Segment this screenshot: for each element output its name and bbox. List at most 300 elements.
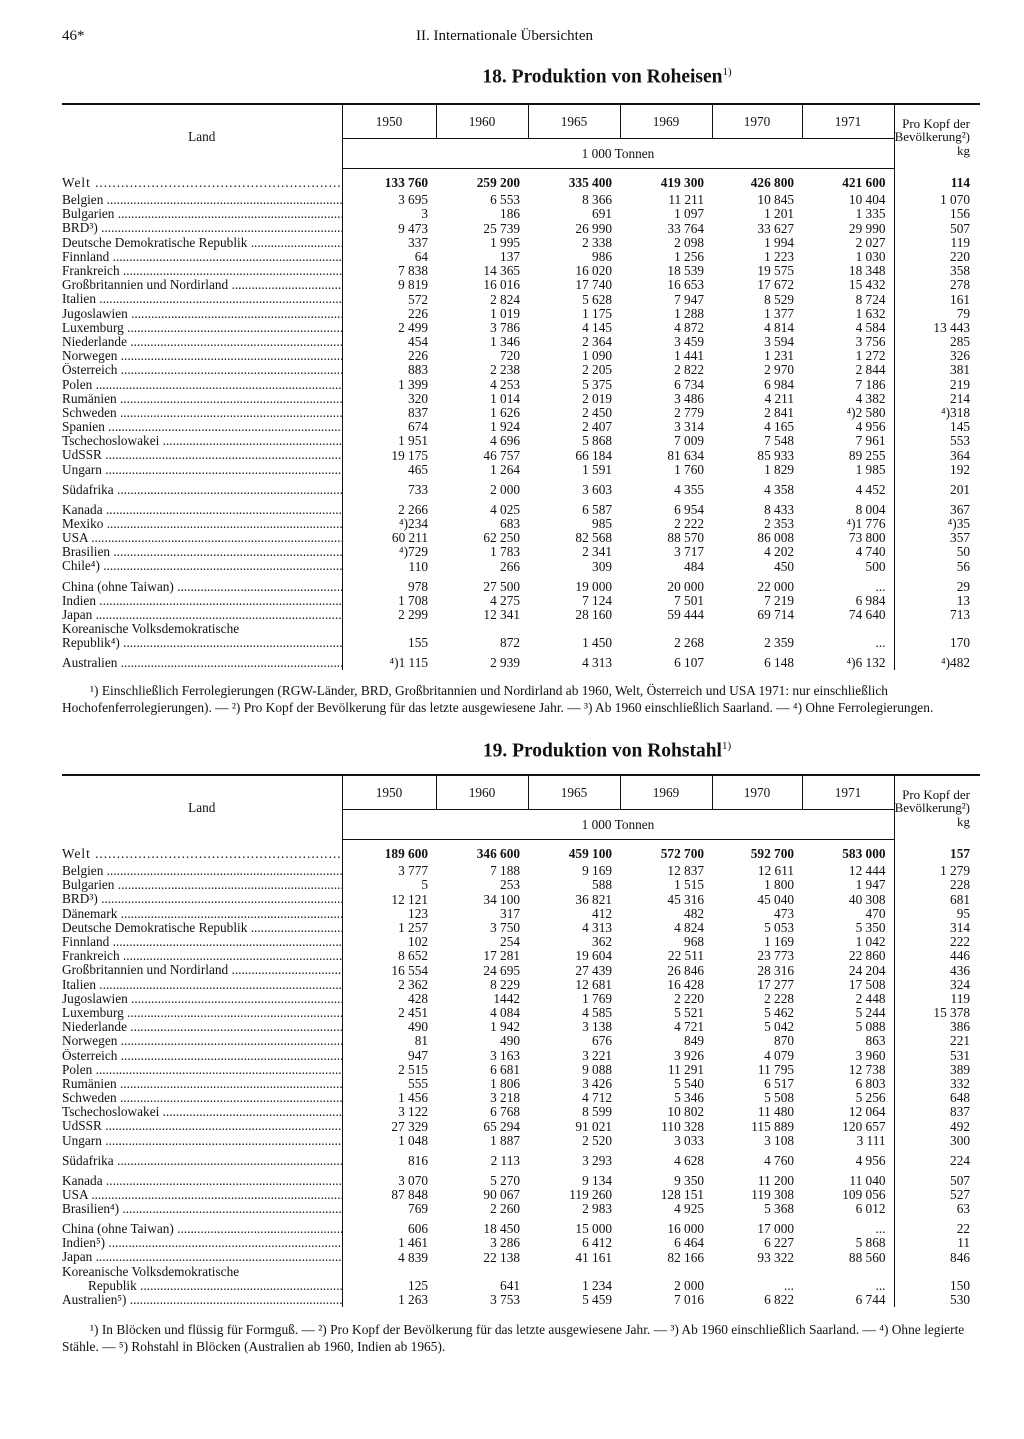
value-cell: ... <box>875 1221 886 1237</box>
value-cell: 470 <box>865 906 886 921</box>
value-cell: 22 138 <box>483 1250 520 1265</box>
value-cell: 1 335 <box>855 207 886 222</box>
table-row <box>62 221 980 235</box>
country-cell <box>62 559 342 573</box>
table-row <box>62 1034 980 1048</box>
value-cell: 28 160 <box>575 607 612 622</box>
value-cell: 2 266 <box>398 501 428 517</box>
value-cell: 34 100 <box>483 892 520 907</box>
country-name: Jugoslawien ..... <box>62 992 342 1006</box>
value-cell: 2 362 <box>398 977 428 992</box>
table-row <box>62 236 980 250</box>
per-capita-cell: 13 <box>894 594 980 608</box>
per-capita-cell: 381 <box>894 363 980 377</box>
table-row <box>62 1265 980 1293</box>
per-capita-cell: ⁴)318 <box>894 406 980 420</box>
table-row <box>62 545 980 559</box>
country-cell <box>62 377 342 391</box>
value-cell: 189 600 <box>384 846 428 861</box>
value-cell: 849 <box>684 1034 704 1049</box>
value-cell: 2 220 <box>674 991 704 1006</box>
value-cell: 3 033 <box>674 1133 704 1148</box>
country-cell <box>62 878 342 892</box>
country-name: Tschechoslowakei ..... <box>62 1105 342 1119</box>
per-capita-cell: 492 <box>894 1119 980 1133</box>
per-capita-cell: 170 <box>894 622 980 650</box>
table-row <box>62 1020 980 1034</box>
value-cell: 12 064 <box>848 1105 886 1120</box>
country-cell <box>62 1077 342 1091</box>
per-capita-cell: 1 279 <box>894 864 980 878</box>
year-header: 1970 <box>712 104 802 139</box>
country-cell <box>62 236 342 250</box>
value-cell: 5 042 <box>764 1020 794 1035</box>
value-cell: 88 560 <box>848 1250 886 1265</box>
value-cell: 1 019 <box>490 306 520 321</box>
value-cell: 5 088 <box>855 1020 886 1035</box>
value-cell: 1 231 <box>764 349 794 364</box>
value-cell: 5 521 <box>674 1005 704 1021</box>
table-row <box>62 559 980 573</box>
value-cell: 3 426 <box>582 1076 612 1091</box>
per-capita-cell: 278 <box>894 278 980 292</box>
value-cell: 317 <box>500 906 520 921</box>
table-row <box>62 949 980 963</box>
country-name: Australien ..... <box>62 656 342 670</box>
value-cell: 4 145 <box>582 320 612 335</box>
table18-title-text: 18. Produktion von Roheisen <box>482 66 723 88</box>
value-cell: 2 260 <box>490 1201 520 1217</box>
value-cell: 2 779 <box>674 405 704 420</box>
table-row <box>62 321 980 335</box>
value-cell: 6 768 <box>490 1105 520 1120</box>
value-cell: 7 188 <box>490 864 520 879</box>
country-name: Südafrika ..... <box>62 483 342 497</box>
country-name: Brasilien ..... <box>62 545 342 559</box>
value-cell: 123 <box>408 906 428 921</box>
country-name: Niederlande ..... <box>62 1020 342 1034</box>
value-cell: 4 079 <box>764 1048 794 1063</box>
country-cell <box>62 497 342 517</box>
value-cell: 12 121 <box>391 892 428 907</box>
country-cell <box>62 840 342 865</box>
value-cell: 4 824 <box>674 920 704 935</box>
value-cell: 1 450 <box>582 635 612 651</box>
value-cell: 10 802 <box>667 1105 704 1120</box>
country-name: Frankreich ..... <box>62 264 342 278</box>
per-capita-cell: 648 <box>894 1091 980 1105</box>
per-capita-cell: 1 070 <box>894 193 980 207</box>
country-cell <box>62 1148 342 1168</box>
table-row <box>62 1006 980 1020</box>
value-cell: 7 009 <box>674 434 704 449</box>
value-cell: 14 365 <box>483 263 520 279</box>
value-cell: 16 016 <box>483 278 520 293</box>
value-cell: 11 200 <box>757 1172 794 1188</box>
value-cell: 2 000 <box>490 481 520 497</box>
country-cell <box>62 1188 342 1202</box>
value-cell: 24 695 <box>483 963 520 978</box>
value-cell: 9 169 <box>582 864 612 879</box>
value-cell: 3 221 <box>582 1048 612 1063</box>
value-cell: 588 <box>592 878 612 893</box>
value-cell: 2 268 <box>674 635 704 651</box>
value-cell: 1 951 <box>398 434 428 449</box>
value-cell: 870 <box>774 1034 794 1049</box>
value-cell: 1 048 <box>398 1133 428 1148</box>
value-cell: 1 456 <box>398 1091 428 1106</box>
country-cell <box>62 420 342 434</box>
value-cell: 3 786 <box>490 320 520 335</box>
country-cell <box>62 545 342 559</box>
country-name: Großbritannien und Nordirland ..... <box>62 278 342 292</box>
value-cell: 69 714 <box>757 607 794 622</box>
country-name: Jugoslawien ..... <box>62 307 342 321</box>
value-cell: 1 708 <box>398 593 428 608</box>
section-title: II. Internationale Übersichten <box>416 28 594 44</box>
country-cell <box>62 207 342 221</box>
value-cell: 119 308 <box>751 1187 794 1202</box>
value-cell: 1 461 <box>398 1236 428 1251</box>
value-cell: 4 740 <box>855 545 886 560</box>
table18-title <box>0 66 1024 89</box>
value-cell: 40 308 <box>848 892 886 907</box>
value-cell: 4 211 <box>764 391 794 406</box>
value-cell: 6 553 <box>490 193 520 208</box>
value-cell: 6 412 <box>582 1236 612 1251</box>
year-header: 1969 <box>620 104 712 139</box>
value-cell: 5 462 <box>764 1005 794 1021</box>
value-cell: 1 515 <box>674 878 704 893</box>
value-cell: 4 925 <box>674 1201 704 1217</box>
table-row <box>62 878 980 892</box>
country-cell <box>62 864 342 878</box>
value-cell: 6 227 <box>764 1236 794 1251</box>
country-cell <box>62 448 342 462</box>
value-cell: 473 <box>774 906 794 921</box>
value-cell: 676 <box>592 1034 612 1049</box>
value-cell: 5 270 <box>490 1172 520 1188</box>
value-cell: 4 275 <box>490 593 520 608</box>
value-cell: 33 764 <box>667 221 704 236</box>
country-name: Italien ..... <box>62 978 342 992</box>
country-name: Chile⁴) ..... <box>62 559 342 573</box>
country-name: Großbritannien und Nordirland ..... <box>62 963 342 977</box>
value-cell: 6 984 <box>764 377 794 392</box>
per-capita-cell: 326 <box>894 349 980 363</box>
value-cell: 2 222 <box>674 516 704 531</box>
country-name: Norwegen ..... <box>62 349 342 363</box>
per-capita-cell: 222 <box>894 935 980 949</box>
value-cell: 88 570 <box>667 530 704 546</box>
country-name: USA ..... <box>62 1188 342 1202</box>
per-capita-cell: 446 <box>894 949 980 963</box>
value-cell: 137 <box>500 249 520 264</box>
value-cell: 5 508 <box>764 1091 794 1106</box>
value-cell: ⁴)234 <box>398 516 428 531</box>
per-capita-cell: 214 <box>894 392 980 406</box>
year-header: 1960 <box>436 775 528 810</box>
value-cell: 426 800 <box>750 175 794 190</box>
col-land-header: Land <box>62 104 342 169</box>
country-name: Finnland ..... <box>62 250 342 264</box>
country-cell <box>62 250 342 264</box>
value-cell: 19 000 <box>575 578 612 594</box>
per-capita-cell: 221 <box>894 1034 980 1048</box>
value-cell: 3 286 <box>490 1236 520 1251</box>
value-cell: 4 355 <box>674 481 704 497</box>
table-row <box>62 392 980 406</box>
value-cell: 9 819 <box>398 278 428 293</box>
per-capita-cell: 713 <box>894 608 980 622</box>
value-cell: 985 <box>592 516 612 531</box>
value-cell: 3 122 <box>398 1105 428 1120</box>
country-cell <box>62 531 342 545</box>
value-cell: 5 868 <box>582 434 612 449</box>
value-cell: 125 <box>408 1277 428 1293</box>
value-cell: 4 814 <box>764 320 794 335</box>
value-cell: 22 000 <box>757 578 794 594</box>
country-name: BRD³) ..... <box>62 221 342 235</box>
value-cell: 17 740 <box>575 278 612 293</box>
per-capita-cell: 224 <box>894 1148 980 1168</box>
value-cell: 120 657 <box>842 1119 886 1134</box>
value-cell: 5 375 <box>582 377 612 392</box>
value-cell: 62 250 <box>483 530 520 546</box>
table-row <box>62 963 980 977</box>
per-capita-cell: 530 <box>894 1293 980 1307</box>
value-cell: 583 000 <box>842 846 886 861</box>
table-row <box>62 420 980 434</box>
value-cell: 2 520 <box>582 1133 612 1148</box>
table-row <box>62 1077 980 1091</box>
country-name: Mexiko ..... <box>62 517 342 531</box>
value-cell: ... <box>875 578 886 594</box>
value-cell: 3 293 <box>582 1152 612 1168</box>
value-cell: 450 <box>774 559 794 574</box>
value-cell: 11 211 <box>668 193 704 208</box>
table-row <box>62 1236 980 1250</box>
table-row <box>62 169 980 194</box>
value-cell: 1 800 <box>764 878 794 893</box>
value-cell: 93 322 <box>757 1250 794 1265</box>
country-name: Deutsche Demokratische Republik ..... <box>62 921 342 935</box>
table-row <box>62 650 980 670</box>
country-name: Polen ..... <box>62 1063 342 1077</box>
value-cell: 17 000 <box>757 1221 794 1237</box>
value-cell: 64 <box>414 249 428 264</box>
value-cell: 25 739 <box>483 221 520 236</box>
table-row <box>62 622 980 650</box>
value-cell: 863 <box>865 1034 886 1049</box>
value-cell: 3 <box>421 207 428 222</box>
value-cell: 1 175 <box>582 306 612 321</box>
per-capita-cell: 192 <box>894 463 980 477</box>
value-cell: 947 <box>408 1048 428 1063</box>
value-cell: 8 433 <box>764 501 794 517</box>
country-name: Ungarn ..... <box>62 463 342 477</box>
value-cell: 45 316 <box>667 892 704 907</box>
value-cell: 674 <box>408 420 428 435</box>
table-row <box>62 1293 980 1307</box>
value-cell: 720 <box>500 349 520 364</box>
value-cell: 2 299 <box>398 607 428 622</box>
value-cell: 9 088 <box>582 1062 612 1077</box>
country-name: Schweden ..... <box>62 1091 342 1105</box>
country-cell <box>62 1034 342 1048</box>
unit-header: 1 000 Tonnen <box>342 810 894 840</box>
value-cell: 428 <box>408 991 428 1006</box>
per-capita-cell: 119 <box>894 236 980 250</box>
value-cell: 7 124 <box>582 593 612 608</box>
country-cell <box>62 949 342 963</box>
country-cell <box>62 963 342 977</box>
value-cell: ⁴)6 132 <box>846 655 886 671</box>
value-cell: 16 653 <box>667 278 704 293</box>
country-cell <box>62 406 342 420</box>
value-cell: 2 450 <box>582 405 612 420</box>
value-cell: 6 744 <box>855 1292 886 1308</box>
country-cell <box>62 1293 342 1307</box>
value-cell: 3 695 <box>398 193 428 208</box>
value-cell: ⁴)1 776 <box>846 516 886 531</box>
value-cell: 8 229 <box>490 977 520 992</box>
value-cell: 1 234 <box>582 1277 612 1293</box>
value-cell: 2 364 <box>582 334 612 350</box>
table-row <box>62 477 980 497</box>
value-cell: 1 097 <box>674 207 704 222</box>
country-cell <box>62 349 342 363</box>
value-cell: 1 769 <box>582 991 612 1006</box>
value-cell: 482 <box>684 906 704 921</box>
value-cell: 4 628 <box>674 1152 704 1168</box>
year-header: 1971 <box>802 104 894 139</box>
table-row <box>62 992 980 1006</box>
value-cell: 733 <box>408 481 428 497</box>
per-capita-cell: 527 <box>894 1188 980 1202</box>
country-name: Bulgarien ..... <box>62 878 342 892</box>
year-header: 1971 <box>802 775 894 810</box>
table-row <box>62 1048 980 1062</box>
table-row <box>62 278 980 292</box>
country-cell <box>62 1236 342 1250</box>
per-capita-cell: 50 <box>894 545 980 559</box>
table-row <box>62 363 980 377</box>
year-header: 1950 <box>342 775 436 810</box>
value-cell: 27 439 <box>575 963 612 978</box>
per-capita-cell: 681 <box>894 892 980 906</box>
country-cell <box>62 1250 342 1264</box>
table-row <box>62 497 980 517</box>
value-cell: 17 277 <box>757 977 794 992</box>
value-cell: 16 020 <box>575 263 612 279</box>
value-cell: 6 148 <box>764 655 794 671</box>
value-cell: 3 070 <box>398 1172 428 1188</box>
value-cell: 226 <box>408 349 428 364</box>
value-cell: 19 604 <box>575 949 612 964</box>
country-cell <box>62 1091 342 1105</box>
value-cell: 8 724 <box>855 292 886 307</box>
country-cell <box>62 278 342 292</box>
country-name: Welt ..... <box>62 176 342 190</box>
year-header: 1965 <box>528 775 620 810</box>
value-cell: 85 933 <box>757 448 794 463</box>
value-cell: 6 803 <box>855 1076 886 1091</box>
value-cell: 572 700 <box>660 846 704 861</box>
value-cell: 5 346 <box>674 1091 704 1106</box>
value-cell: 6 517 <box>764 1076 794 1091</box>
country-name: Niederlande ..... <box>62 335 342 349</box>
value-cell: 36 821 <box>575 892 612 907</box>
table-row <box>62 1134 980 1148</box>
value-cell: 872 <box>500 635 520 651</box>
value-cell: 3 218 <box>490 1091 520 1106</box>
value-cell: 128 151 <box>660 1187 704 1202</box>
country-name: Belgien ..... <box>62 193 342 207</box>
value-cell: 5 368 <box>764 1201 794 1217</box>
value-cell: 17 281 <box>483 949 520 964</box>
value-cell: 15 000 <box>575 1221 612 1237</box>
value-cell: 484 <box>684 559 704 574</box>
value-cell: 1 256 <box>674 249 704 264</box>
table-row <box>62 978 980 992</box>
value-cell: 2 983 <box>582 1201 612 1217</box>
country-name: BRD³) ..... <box>62 892 342 906</box>
value-cell: 266 <box>500 559 520 574</box>
value-cell: 986 <box>592 249 612 264</box>
country-name: Brasilien⁴) ..... <box>62 1202 342 1216</box>
table-row <box>62 907 980 921</box>
country-name: China (ohne Taiwan) ..... <box>62 580 342 594</box>
value-cell: 2 338 <box>582 235 612 250</box>
value-cell: 1 263 <box>398 1292 428 1308</box>
value-cell: 3 717 <box>674 545 704 560</box>
country-name: Indien⁵) ..... <box>62 1236 342 1250</box>
country-cell <box>62 1006 342 1020</box>
per-capita-cell: 114 <box>894 169 980 194</box>
value-cell: 2 000 <box>674 1277 704 1293</box>
country-name-2: Republik⁴) ..... <box>62 636 342 650</box>
per-capita-cell: 150 <box>894 1265 980 1293</box>
country-cell <box>62 907 342 921</box>
value-cell: 2 841 <box>764 405 794 420</box>
per-capita-cell: 201 <box>894 477 980 497</box>
value-cell: 572 <box>408 292 428 307</box>
value-cell: 11 040 <box>849 1172 886 1188</box>
country-cell <box>62 1202 342 1216</box>
value-cell: ⁴)2 580 <box>846 405 886 420</box>
value-cell: 3 314 <box>674 420 704 435</box>
value-cell: 41 161 <box>575 1250 612 1265</box>
value-cell: 82 568 <box>575 530 612 546</box>
table-row <box>62 1216 980 1236</box>
value-cell: 1 985 <box>855 462 886 477</box>
country-name: Tschechoslowakei ..... <box>62 434 342 448</box>
value-cell: 11 795 <box>757 1062 794 1077</box>
per-capita-cell: 228 <box>894 878 980 892</box>
value-cell: 4 839 <box>398 1250 428 1265</box>
country-name: Rumänien ..... <box>62 392 342 406</box>
value-cell: 2 341 <box>582 545 612 560</box>
value-cell: 5 <box>421 878 428 893</box>
value-cell: 1 947 <box>855 878 886 893</box>
country-name: Rumänien ..... <box>62 1077 342 1091</box>
value-cell: 641 <box>500 1277 520 1293</box>
country-cell <box>62 335 342 349</box>
table19 <box>62 774 980 1307</box>
value-cell: 6 984 <box>855 593 886 608</box>
value-cell: 27 329 <box>391 1119 428 1134</box>
